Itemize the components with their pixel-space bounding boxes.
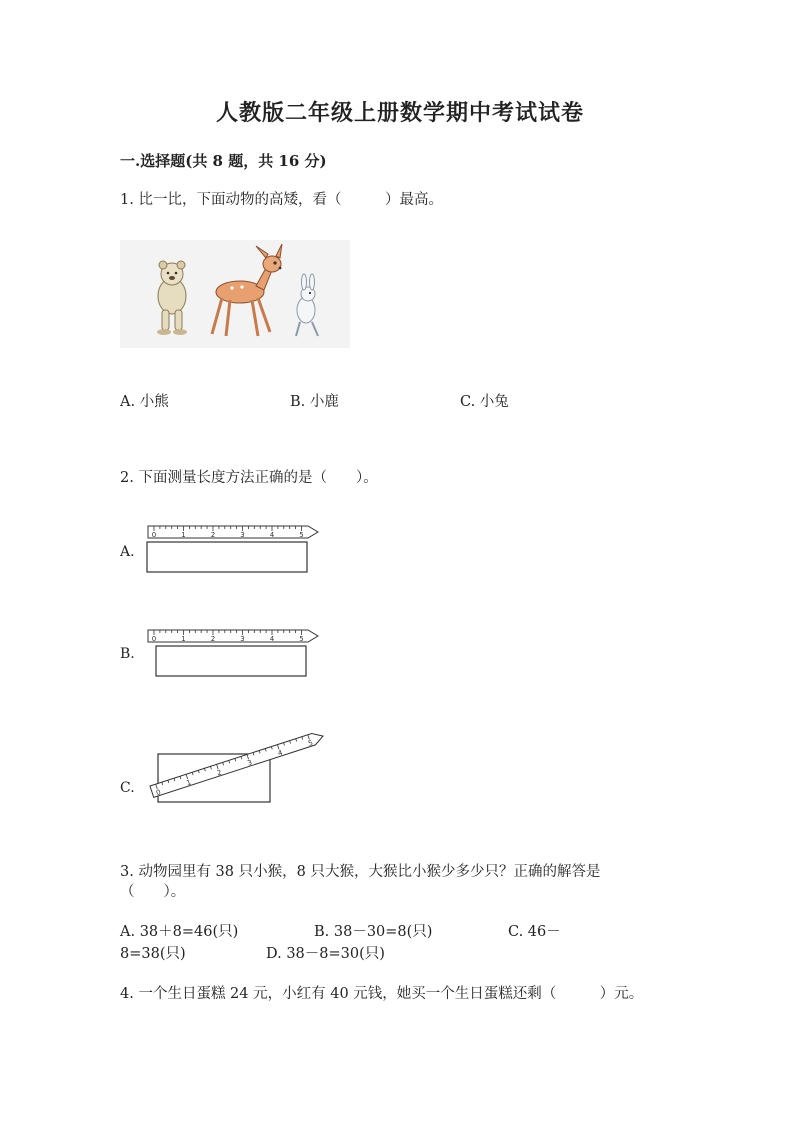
ruler-number: 0 — [151, 531, 157, 539]
ruler-number: 0 — [155, 788, 162, 798]
question-1-option-c[interactable]: C. 小兔 — [460, 394, 509, 410]
ruler-number: 1 — [185, 778, 193, 788]
ruler-number: 4 — [269, 531, 275, 539]
question-2-option-c-label[interactable]: C. — [120, 780, 135, 796]
ruler-number: 0 — [151, 635, 157, 643]
ruler-number: 2 — [215, 768, 223, 778]
bear-icon — [157, 261, 187, 335]
ruler-a — [148, 526, 318, 539]
ruler-number: 3 — [240, 635, 245, 643]
ruler-number: 1 — [181, 635, 186, 643]
question-1-image — [120, 240, 350, 348]
question-3-option-c[interactable]: C. 46－ — [508, 924, 561, 940]
question-1-option-a[interactable]: A. 小熊 — [120, 394, 169, 410]
question-2-option-a-label[interactable]: A. — [120, 544, 135, 560]
question-3-option-b[interactable]: B. 38－30=8(只) — [314, 924, 433, 940]
page-title: 人教版二年级上册数学期中考试试卷 — [215, 100, 584, 126]
ruler-number: 4 — [276, 748, 284, 758]
question-4-stem: 4. 一个生日蛋糕 24 元，小红有 40 元钱，她买一个生日蛋糕还剩（ ）元。 — [120, 986, 644, 1002]
question-3-option-c-continued[interactable]: 8=38(只) — [120, 946, 186, 962]
ruler-number: 5 — [307, 738, 315, 748]
ruler-number: 5 — [299, 635, 304, 643]
measured-rectangle-b — [156, 646, 306, 676]
ruler-number: 4 — [269, 635, 275, 643]
ruler-number: 3 — [240, 531, 245, 539]
section-heading: 一.选择题(共 8 题，共 16 分) — [120, 152, 327, 170]
rabbit-icon — [296, 274, 318, 336]
question-2-stem: 2. 下面测量长度方法正确的是（ ）。 — [120, 470, 378, 486]
ruler-number: 1 — [181, 531, 186, 539]
question-1-option-b[interactable]: B. 小鹿 — [290, 394, 339, 410]
question-2-option-b-figure — [140, 624, 330, 684]
ruler-number: 3 — [246, 758, 254, 768]
question-3-option-d[interactable]: D. 38－8=30(只) — [266, 946, 385, 962]
question-2-option-b-label[interactable]: B. — [120, 646, 135, 662]
deer-icon — [212, 244, 282, 336]
question-3-stem-line-1: 3. 动物园里有 38 只小猴，8 只大猴，大猴比小猴少多少只？正确的解答是 — [120, 864, 601, 880]
question-2-option-a-figure — [140, 520, 330, 580]
question-1-stem: 1. 比一比，下面动物的高矮，看（ ）最高。 — [120, 192, 443, 208]
question-3-stem-line-2: （ ）。 — [120, 884, 186, 900]
ruler-number: 2 — [210, 635, 216, 643]
question-3-option-a[interactable]: A. 38＋8=46(只) — [120, 924, 239, 940]
question-2-option-c-figure — [140, 730, 330, 810]
ruler-b — [148, 630, 318, 643]
ruler-number: 5 — [299, 531, 304, 539]
ruler-number: 2 — [210, 531, 216, 539]
measured-rectangle-a — [147, 542, 307, 572]
